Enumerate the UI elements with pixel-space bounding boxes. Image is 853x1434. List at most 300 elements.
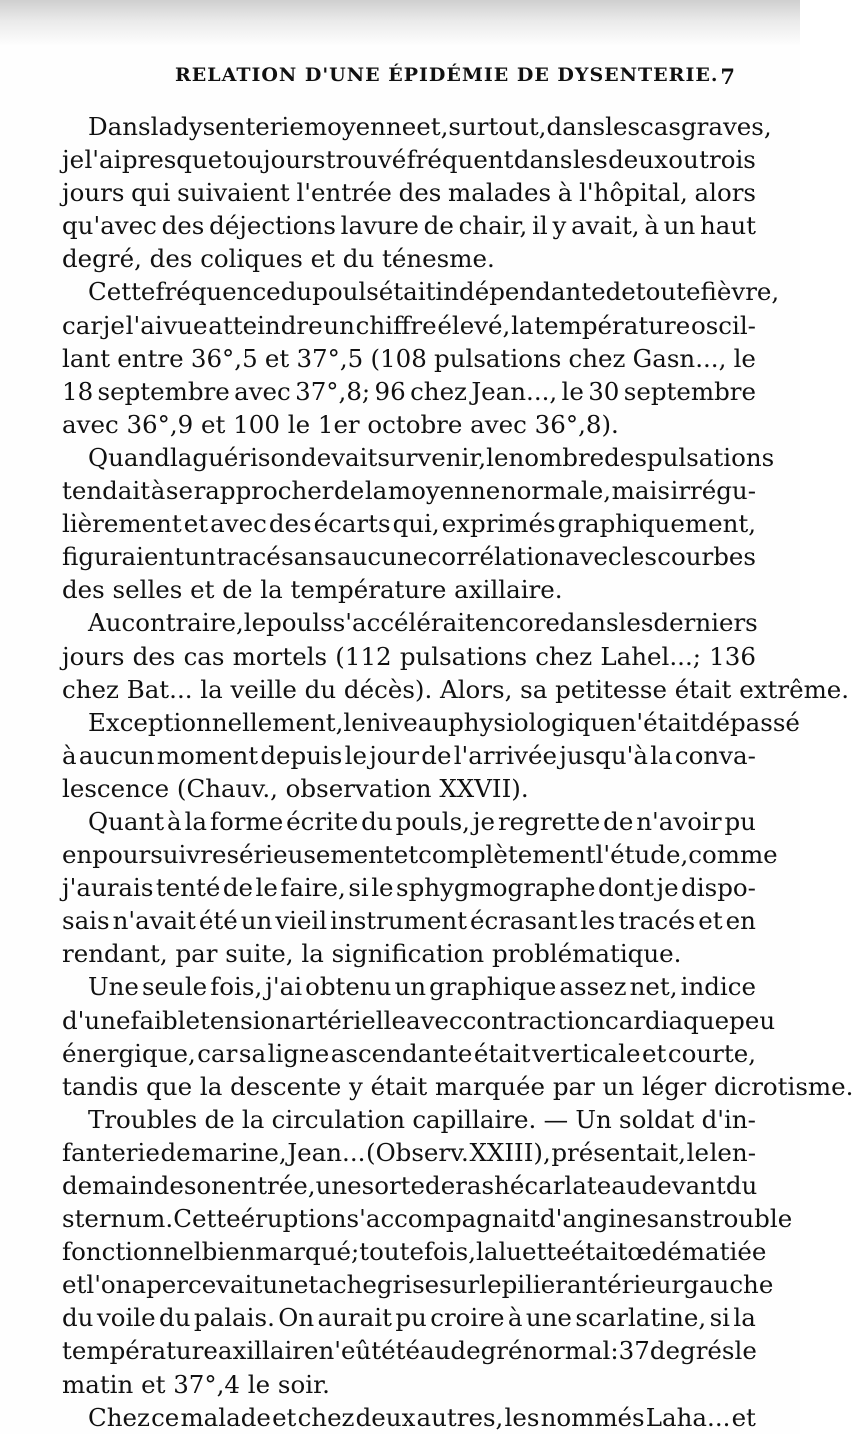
text-line [62, 275, 780, 308]
word: Exceptionnellement, [88, 707, 344, 737]
text-line-content [88, 706, 800, 739]
text-line [62, 309, 756, 342]
word: qui, [392, 509, 440, 539]
word: de [605, 277, 636, 307]
word: au [420, 1336, 451, 1366]
word: contraction [462, 1005, 605, 1035]
word: capillaire. [412, 1104, 537, 1134]
word: écarts [313, 509, 391, 539]
word: pu [724, 806, 756, 836]
word: le [486, 442, 509, 472]
word: et [62, 1270, 87, 1300]
text-line-content [62, 1004, 776, 1037]
text-line-content [62, 309, 756, 342]
word: corrélation [427, 542, 565, 572]
word: soldat [619, 1104, 695, 1134]
word: Dans [88, 112, 151, 141]
text-line [62, 176, 756, 209]
word: derniers [653, 608, 758, 638]
word: était [473, 1038, 531, 1068]
word: dont [598, 873, 655, 903]
word: circulation [271, 1104, 406, 1134]
word: (108 [370, 343, 427, 373]
word: forme [209, 806, 284, 836]
word: presque [121, 145, 223, 175]
word: (112 [335, 641, 392, 671]
word: et [183, 509, 209, 539]
word: l'ai [125, 310, 163, 340]
word: à [167, 806, 182, 836]
text-line-content [62, 904, 756, 937]
text-line [62, 772, 756, 805]
text-line [62, 706, 800, 739]
word: Gasn..., [632, 343, 727, 373]
word: sur [439, 1270, 480, 1300]
word: à [150, 476, 166, 506]
text-line-content [62, 209, 756, 242]
word: pulsations [646, 442, 775, 472]
word: tracé [216, 542, 281, 572]
word: Jean..., [471, 376, 558, 406]
word: sa [238, 1038, 267, 1068]
text-line [62, 937, 756, 970]
text-line-content [62, 143, 756, 176]
word: niveau [365, 707, 449, 737]
word: n'eût [318, 1336, 382, 1366]
word: à [62, 740, 77, 770]
word: élevé, [437, 310, 511, 340]
word: du [280, 277, 313, 307]
word: l'on [86, 1270, 132, 1300]
text-line-content: avec 36°,9 et 100 le 1er octobre avec 36°,8). [62, 409, 619, 439]
word: haut [699, 211, 756, 241]
word: de [603, 806, 634, 836]
word: exprimés [441, 509, 556, 539]
word: moyenne [303, 112, 417, 141]
word: nombre [508, 442, 605, 472]
text-line-content [88, 441, 775, 474]
word: dans [559, 608, 619, 638]
word: autres, [416, 1402, 504, 1432]
word: degré [450, 1336, 523, 1366]
text-line-content [62, 1169, 756, 1202]
word: dans [513, 145, 573, 175]
word: du [159, 1303, 191, 1333]
word: On [278, 1303, 315, 1333]
word: ou [668, 145, 699, 175]
word: 18 [62, 376, 94, 406]
word: Laha... [645, 1402, 731, 1432]
word: tendait [62, 476, 151, 506]
word: une [262, 1270, 309, 1300]
word: scarlatine, [575, 1303, 707, 1333]
word: fréquent [406, 145, 514, 175]
word: malade [180, 1402, 271, 1432]
word: avec [234, 376, 291, 406]
text-line [62, 1103, 756, 1136]
word: dans [546, 112, 606, 141]
word: len- [709, 1137, 756, 1167]
text-line [62, 209, 756, 242]
word: pouls [266, 608, 333, 638]
word: 30 [588, 376, 620, 406]
text-line [62, 1004, 776, 1037]
word: n'avoir [636, 806, 722, 836]
word: mortels [232, 641, 328, 671]
text-line-content: des selles et de la température axillaire. [62, 575, 563, 605]
text-line-content [88, 805, 756, 838]
word: de [204, 1104, 235, 1134]
text-line-content: tandis que la descente y était marquée par un léger dicrotisme. [62, 1071, 853, 1101]
word: marine, [191, 1137, 287, 1167]
word: suivaient [177, 178, 290, 208]
text-line [62, 739, 756, 772]
word: la [169, 442, 193, 472]
word: il [532, 211, 548, 241]
word: rash [455, 1171, 510, 1200]
word: 37 [618, 1336, 650, 1366]
text-line-content [62, 342, 756, 375]
word: normal [522, 1336, 611, 1366]
word: complètement [418, 840, 596, 870]
word: aurait [317, 1303, 392, 1333]
word: Lahel...; [600, 641, 701, 671]
text-line-content [62, 540, 756, 573]
text-line [62, 143, 756, 176]
word: Cette [173, 1204, 241, 1234]
word: œdématiée [627, 1237, 767, 1267]
word: les [504, 1402, 540, 1432]
word: des [398, 178, 442, 208]
word: fonctionnel [62, 1237, 202, 1267]
word: tension [200, 1005, 292, 1035]
word: cas [640, 112, 681, 141]
word: l'arrivée [453, 740, 557, 770]
text-line [62, 242, 756, 275]
word: n'était [620, 707, 700, 737]
word: chez [568, 343, 626, 373]
word: lavure [340, 211, 419, 241]
word: de [160, 1137, 191, 1167]
text-line-content [62, 176, 756, 209]
word: s'accélérait [332, 608, 475, 638]
word: une [525, 1303, 572, 1333]
word: lant [62, 343, 111, 373]
word: s'accompagnait [346, 1204, 540, 1234]
word: écarlate [509, 1171, 612, 1200]
word: toujours [222, 145, 326, 175]
text-line [62, 1136, 756, 1169]
word: si [348, 873, 369, 903]
word: marqué; [255, 1237, 360, 1267]
word: gauche [683, 1270, 774, 1300]
word: ascendante [330, 1038, 473, 1068]
word: physiologique [448, 707, 621, 737]
word: écrite [286, 806, 359, 836]
word: une [315, 1171, 362, 1200]
word: la [184, 806, 208, 836]
word: le [343, 707, 366, 737]
word: l'ai [84, 145, 122, 175]
word: le [371, 873, 394, 903]
text-line [62, 1268, 774, 1301]
word: pu [395, 1303, 427, 1333]
text-line [62, 1368, 756, 1401]
word: les [572, 145, 608, 175]
word: chez [297, 1402, 355, 1432]
word: qui [131, 178, 171, 208]
word: 36°,5 [190, 343, 258, 373]
word: obtenu [305, 972, 392, 1002]
word: les [605, 112, 641, 141]
word: indice [680, 972, 756, 1002]
word: courbes [657, 542, 756, 572]
word: en [725, 906, 756, 936]
word: croire [430, 1303, 505, 1333]
word: chair, [458, 211, 528, 241]
word: en [62, 840, 93, 870]
word: si [709, 1303, 730, 1333]
word: température [62, 1336, 218, 1366]
word: des [161, 211, 205, 241]
word: degrés [649, 1336, 735, 1366]
word: trois [699, 145, 756, 175]
text-line [62, 474, 756, 507]
word: malades [448, 178, 552, 208]
word: chez [410, 376, 467, 406]
word: contraire, [121, 608, 244, 638]
word: vieil [275, 906, 328, 936]
text-line-content [62, 375, 756, 408]
word: était [378, 277, 436, 307]
text-line [62, 408, 756, 441]
word: indépendante [435, 277, 606, 307]
text-line-content [62, 507, 756, 540]
word: à [557, 178, 573, 208]
running-head [175, 64, 735, 94]
word: sais [62, 906, 110, 936]
word: ce [151, 1402, 180, 1432]
word: de [153, 1171, 184, 1200]
word: deux [608, 145, 668, 175]
word: avec [405, 1005, 463, 1035]
word: avec [564, 542, 622, 572]
word: d'angine [539, 1204, 647, 1234]
word: le [255, 873, 278, 903]
word: car [197, 1038, 238, 1068]
text-line [62, 342, 756, 375]
word: ligne [267, 1038, 330, 1068]
word: de [423, 211, 454, 241]
word: le [344, 740, 367, 770]
word: atteindre [208, 310, 323, 340]
word: aucun [78, 740, 155, 770]
text-line [62, 1169, 756, 1202]
text-line [62, 1202, 793, 1235]
word: trouble [702, 1204, 793, 1234]
word: et [393, 840, 419, 870]
word: à [507, 1303, 523, 1333]
word: fanterie [62, 1137, 160, 1167]
text-line [62, 1037, 756, 1070]
word: de [222, 873, 254, 903]
word: pouls, [395, 806, 470, 836]
word: Quant [88, 806, 165, 836]
word: 37°,8; [295, 376, 371, 406]
word: Une [88, 972, 139, 1002]
word: avec [210, 509, 267, 539]
word: du [361, 806, 393, 836]
text-line-content [62, 871, 756, 904]
word: un [323, 310, 355, 340]
text-line-content [88, 970, 756, 1003]
word: faire, [280, 873, 346, 903]
text-line-content: lescence (Chauv., observation XXVII). [62, 773, 529, 803]
word: qu'avec [62, 211, 157, 241]
word: dépassé [699, 707, 800, 737]
word: la [650, 740, 673, 770]
text-line-content [62, 474, 756, 507]
word: je [62, 145, 85, 175]
word: voile [96, 1303, 156, 1333]
word: sérieusement [226, 840, 394, 870]
word: tache [308, 1270, 377, 1300]
word: la [733, 1303, 756, 1333]
word: de [425, 1171, 456, 1200]
word: un [394, 972, 427, 1002]
word: jour [369, 740, 420, 770]
word: regrette [497, 806, 601, 836]
word: son [183, 1171, 227, 1200]
scan-shadow [0, 0, 800, 46]
word: chiffre [355, 310, 437, 340]
word: et [264, 343, 290, 373]
word: été [381, 1336, 420, 1366]
word: car [62, 310, 103, 340]
word: tenté [155, 873, 221, 903]
word: rapprocher [193, 476, 334, 506]
word: des [132, 641, 176, 671]
text-line [62, 640, 756, 673]
text-line [62, 838, 778, 871]
text-line-content [62, 640, 756, 673]
word: les [622, 542, 657, 572]
word: trouvé [325, 145, 407, 175]
text-line-content: matin et 37°,4 le soir. [62, 1369, 330, 1399]
word: courte, [667, 1038, 756, 1068]
word: septembre [623, 376, 756, 406]
word: le [561, 376, 584, 406]
word: verticale [532, 1038, 641, 1068]
word: 136 [709, 641, 756, 671]
word: antérieur [566, 1270, 684, 1300]
word: un [184, 542, 217, 572]
word: des [604, 442, 647, 472]
word: comme [688, 840, 778, 870]
running-title: RELATION D'UNE ÉPIDÉMIE DE DYSENTERIE. [175, 64, 719, 86]
word: Au [88, 608, 122, 638]
word: irrégu- [670, 476, 756, 506]
word: (Observ. [366, 1137, 469, 1167]
word: devait [301, 442, 378, 472]
word: Cette [88, 277, 156, 307]
text-line-content [88, 1103, 756, 1136]
word: sphygmographe [396, 873, 596, 903]
word: entre [117, 343, 184, 373]
body-text [62, 110, 853, 1434]
word: le [733, 343, 756, 373]
word: vue [163, 310, 208, 340]
word: apercevait [131, 1270, 263, 1300]
word: du [725, 1171, 758, 1200]
text-line-content: degré, des coliques et du ténesme. [62, 244, 495, 274]
word: jours [62, 641, 125, 671]
word: était [570, 1237, 628, 1267]
text-line [62, 1334, 756, 1367]
word: je [656, 873, 679, 903]
word: de [421, 740, 452, 770]
text-line-content [62, 1334, 756, 1367]
word: et [642, 1038, 667, 1068]
text-line [62, 441, 775, 474]
text-line [62, 110, 772, 143]
text-line-content [88, 275, 780, 308]
word: le [479, 1270, 502, 1300]
word: et [698, 906, 723, 936]
word: XXIII), [469, 1137, 551, 1167]
word: le [686, 1137, 709, 1167]
word: sans [281, 542, 337, 572]
word: Troubles [88, 1104, 198, 1134]
text-line [62, 606, 756, 639]
word: artérielle [291, 1005, 406, 1035]
word: la [475, 1237, 499, 1267]
word: seule [141, 972, 208, 1002]
word: chez [535, 641, 593, 671]
word: graves, [680, 112, 772, 141]
word: pulsations [434, 343, 562, 373]
text-line-content [62, 1037, 756, 1070]
word: faible [130, 1005, 201, 1035]
text-line-content [62, 1235, 767, 1268]
word: poursuivre [92, 840, 227, 870]
word: demain [62, 1171, 154, 1200]
word: palais. [193, 1303, 275, 1333]
word: axillaire [217, 1336, 319, 1366]
text-line [62, 970, 756, 1003]
word: déjections [209, 211, 336, 241]
word: dispo- [681, 873, 756, 903]
text-line-content: rendant, par suite, la signification problématique. [62, 939, 682, 969]
word: assez [559, 972, 627, 1002]
word: été [198, 906, 238, 936]
text-line [62, 573, 756, 606]
text-line [62, 871, 756, 904]
word: du [62, 1303, 94, 1333]
word: pouls [312, 277, 379, 307]
word: les [580, 906, 616, 936]
word: pilier [501, 1270, 567, 1300]
word: les [618, 608, 654, 638]
word: 96 [374, 376, 406, 406]
text-line-content [62, 1268, 774, 1301]
word: je [472, 806, 496, 836]
word: normale, [500, 476, 612, 506]
word: surtout, [448, 112, 547, 141]
word: alors [694, 178, 756, 208]
word: fréquence [155, 277, 281, 307]
text-line [62, 1070, 853, 1103]
